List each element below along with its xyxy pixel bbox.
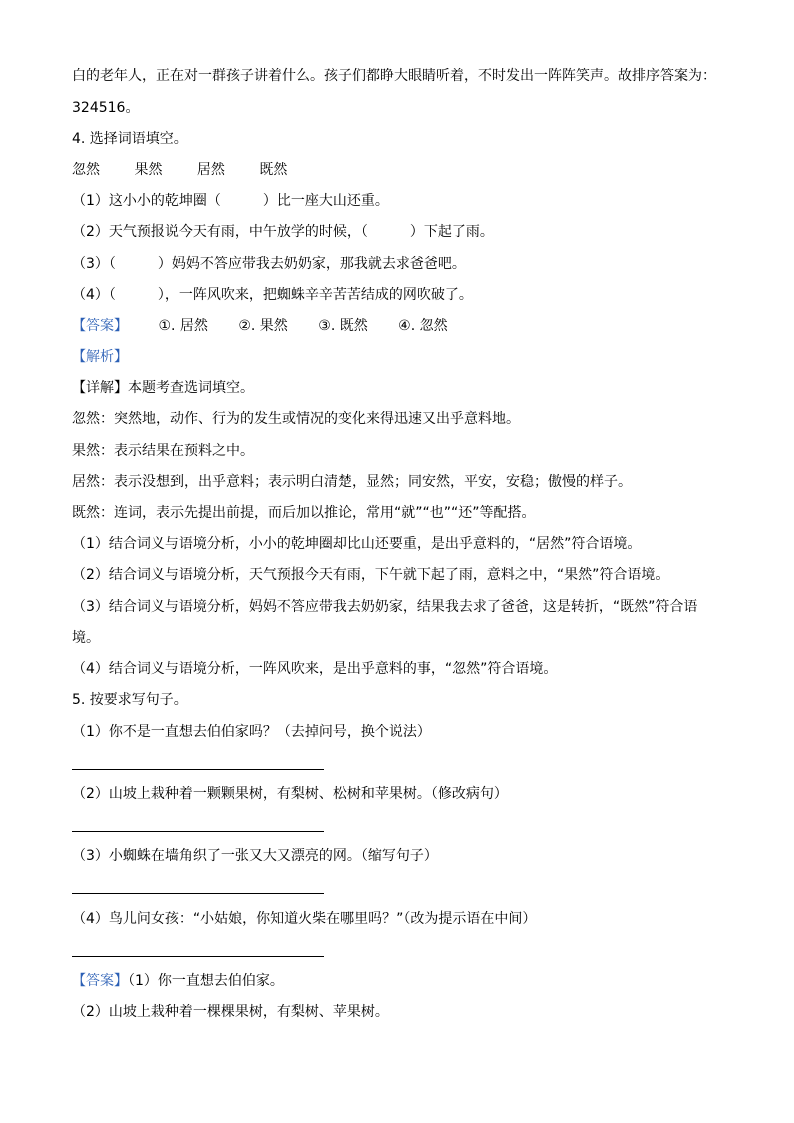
detail-line: 【详解】本题考查选词填空。	[72, 380, 254, 396]
question-5-answer-row	[72, 971, 284, 991]
text-line: 白的老年人，正在对一群孩子讲着什么。孩子们都睁大眼睛听着，不时发出一阵阵笑声。故排序答案为：	[72, 68, 716, 84]
analysis-line: （1）结合词义与语境分析，小小的乾坤圈却比山还要重，是出乎意料的，“居然”符合语境。	[72, 536, 642, 552]
definition-line: 果然：表示结果在预料之中。	[72, 443, 254, 459]
question-5-item-2: （2）山坡上栽种着一颗颗果树，有梨树、松树和苹果树。（修改病句）	[72, 786, 508, 802]
answer-item: ①. 居然	[158, 318, 208, 334]
word-option: 果然	[134, 162, 163, 178]
question-4-item-2: （2）天气预报说今天有雨，中午放学的时候，（ ）下起了雨。	[72, 224, 494, 240]
question-4-item-3: （3）（ ）妈妈不答应带我去奶奶家，那我就去求爸爸吧。	[72, 256, 466, 272]
answer-blank-line	[72, 893, 324, 894]
question-5-title: 5. 按要求写句子。	[72, 692, 188, 708]
answer-text: （1）你一直想去伯伯家。	[128, 973, 284, 989]
answer-row	[72, 316, 448, 336]
question-4-item-4: （4）（ ），一阵风吹来，把蜘蛛辛辛苦苦结成的网吹破了。	[72, 287, 473, 303]
text-line: 324516。	[72, 100, 140, 116]
answer-blank-line	[72, 769, 324, 770]
definition-line: 既然：连词，表示先提出前提，而后加以推论，常用“就”“也”“还”等配搭。	[72, 505, 536, 521]
analysis-label: 【解析】	[72, 349, 128, 365]
question-5-item-4: （4）鸟儿问女孩：“小姑娘，你知道火柴在哪里吗？”（改为提示语在中间）	[72, 911, 537, 927]
word-option: 既然	[259, 162, 288, 178]
question-5-item-3: （3）小蜘蛛在墙角织了一张又大又漂亮的网。（缩写句子）	[72, 848, 438, 864]
analysis-line: （3）结合词义与语境分析，妈妈不答应带我去奶奶家，结果我去求了爸爸，这是转折，“既然”符合语	[72, 599, 698, 615]
question-5-item-1: （1）你不是一直想去伯伯家吗？（去掉问号，换个说法）	[72, 724, 431, 740]
word-option: 居然	[196, 162, 225, 178]
analysis-line: （4）结合词义与语境分析，一阵风吹来，是出乎意料的事，“忽然”符合语境。	[72, 661, 558, 677]
answer-text: （2）山坡上栽种着一棵棵果树，有梨树、苹果树。	[72, 1004, 389, 1020]
definition-line: 忽然：突然地，动作、行为的发生或情况的变化来得迅速又出乎意料地。	[72, 411, 520, 427]
answer-blank-line	[72, 831, 324, 832]
answer-item: ③. 既然	[318, 318, 368, 334]
answer-blank-line	[72, 956, 324, 957]
definition-line: 居然：表示没想到，出乎意料；表示明白清楚，显然；同安然，平安，安稳；傲慢的样子。	[72, 474, 632, 490]
word-options	[72, 160, 317, 180]
analysis-line: （2）结合词义与语境分析，天气预报今天有雨，下午就下起了雨，意料之中，“果然”符合语境。	[72, 567, 670, 583]
analysis-line: 境。	[72, 630, 100, 646]
answer-label: 【答案】	[72, 973, 128, 989]
answer-item: ④. 忽然	[398, 318, 448, 334]
word-option: 忽然	[72, 162, 100, 178]
answer-item: ②. 果然	[238, 318, 288, 334]
answer-label: 【答案】	[72, 318, 128, 334]
question-4-title: 4. 选择词语填空。	[72, 131, 188, 147]
question-4-item-1: （1）这小小的乾坤圈（ ）比一座大山还重。	[72, 193, 389, 209]
